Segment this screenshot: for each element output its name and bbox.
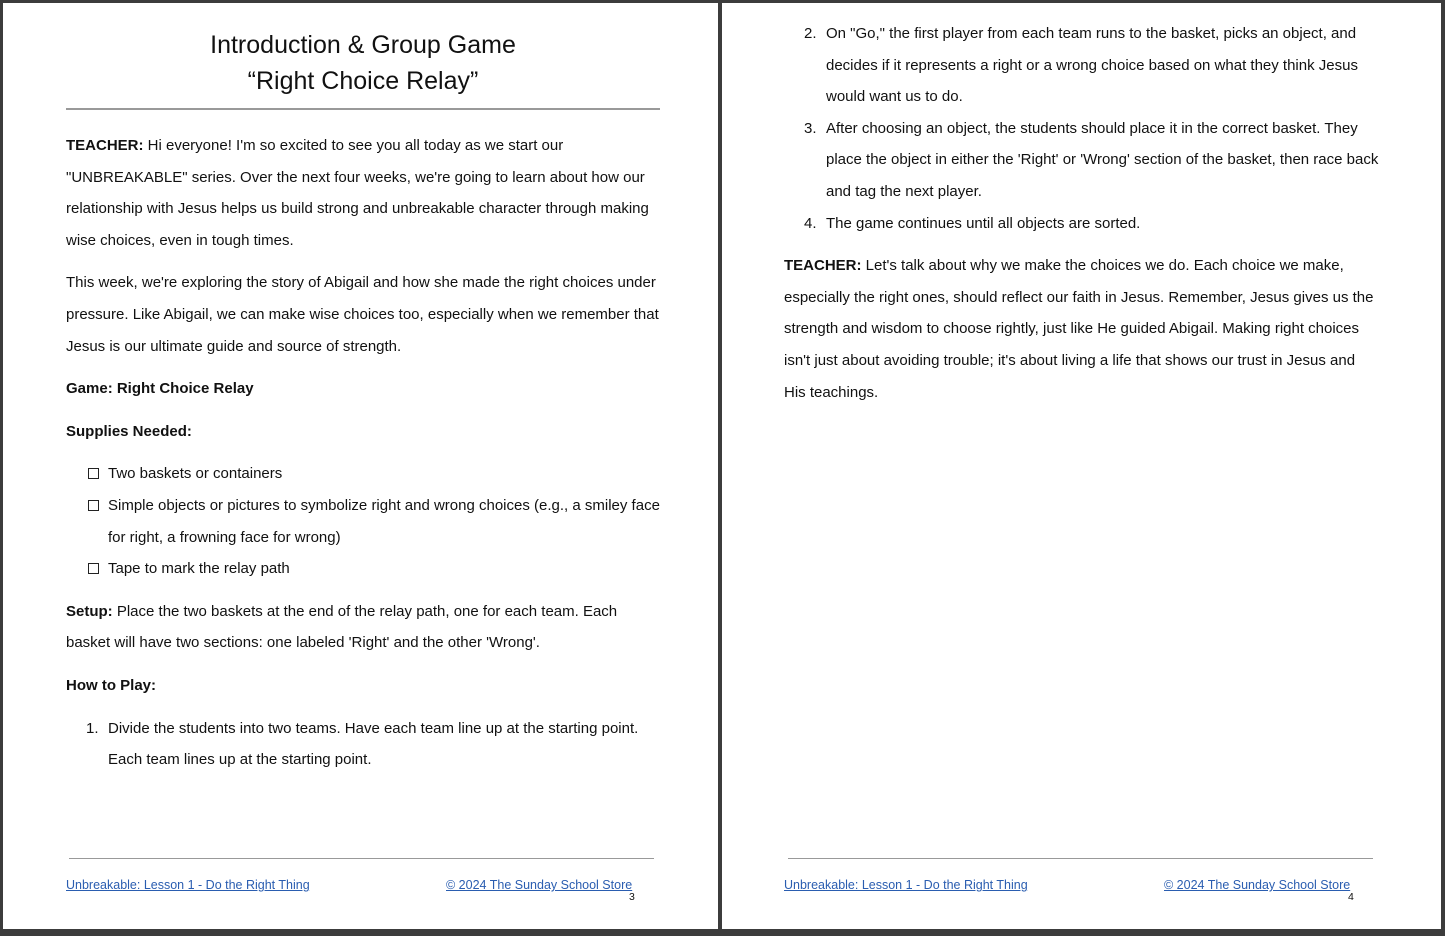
page-number: 3	[629, 891, 635, 903]
step-number: 3.	[804, 119, 817, 137]
title-divider	[66, 108, 660, 110]
footer-lesson-link[interactable]: Unbreakable: Lesson 1 - Do the Right Thing	[66, 878, 310, 892]
supplies-heading: Supplies Needed:	[66, 422, 192, 440]
teacher-discussion-text: Let's talk about why we make the choices we do. Each choice we make, especially the right ones, should reflect our faith in Jesus. Remember, Jesus gives us the strength and wisdom to choose rightly, just like He guided Abigail. Making right choices isn't just about avoiding trouble; it's about living a life that shows our trust in Jesus and His teachings.	[784, 257, 1374, 401]
checkbox-icon	[88, 563, 99, 574]
supply-item	[88, 490, 660, 553]
page-3-content	[66, 3, 660, 776]
step-number: 4.	[804, 214, 817, 232]
page-number: 4	[1348, 891, 1354, 903]
page-4-content	[784, 3, 1380, 408]
supply-item-text: Two baskets or containers	[108, 465, 283, 483]
teacher-discussion-paragraph	[784, 250, 1380, 408]
abigail-paragraph: This week, we're exploring the story of Abigail and how she made the right choices under pressure. Like Abigail, we can make wise choices too, especially when we remember that Jesus is our ultimate guide and source of strength.	[66, 274, 659, 355]
supply-item-text: Tape to mark the relay path	[108, 560, 290, 578]
checkbox-icon	[88, 468, 99, 479]
footer-lesson-link[interactable]: Unbreakable: Lesson 1 - Do the Right Thing	[784, 878, 1028, 892]
step-text: After choosing an object, the students should place it in the correct basket. They place the object in either the 'Right' or 'Wrong' section of the basket, then race back and tag the next player.	[826, 119, 1379, 200]
page-title	[66, 27, 660, 99]
supplies-checklist	[66, 458, 660, 584]
step-text: Divide the students into two teams. Have each team line up at the starting point. Each team lines up at the starting point.	[108, 719, 639, 769]
supply-item-text: Simple objects or pictures to symbolize right and wrong choices (e.g., a smiley face for right, a frowning face for wrong)	[108, 496, 660, 546]
step-number: 1.	[86, 719, 99, 737]
steps-list	[66, 713, 660, 776]
setup-label: Setup:	[66, 602, 113, 620]
teacher-label: TEACHER:	[784, 257, 862, 275]
step-text: The game continues until all objects are sorted.	[826, 214, 1141, 232]
step-item	[806, 113, 1380, 208]
setup-text: Place the two baskets at the end of the relay path, one for each team. Each basket will have two sections: one labeled 'Right' and the other 'Wrong'.	[66, 602, 618, 652]
checkbox-icon	[88, 500, 99, 511]
document-page-3	[3, 3, 718, 929]
how-to-play-heading: How to Play:	[66, 676, 157, 694]
step-item	[806, 18, 1380, 113]
title-line-2: “Right Choice Relay”	[247, 67, 479, 95]
footer-divider	[788, 858, 1373, 859]
document-page-4	[722, 3, 1441, 929]
steps-list-continued	[784, 18, 1380, 239]
teacher-intro-text: Hi everyone! I'm so excited to see you all today as we start our "UNBREAKABLE" series. Over the next four weeks, we're going to learn about how our relationship with Jesus helps us build strong and unbreakable character through making wise choices, even in tough times.	[66, 137, 649, 249]
step-item	[88, 713, 660, 776]
footer-store-link[interactable]: © 2024 The Sunday School Store	[446, 878, 633, 892]
footer-store-link[interactable]: © 2024 The Sunday School Store	[1164, 878, 1351, 892]
supply-item	[88, 458, 660, 490]
footer-divider	[69, 858, 654, 859]
teacher-label: TEACHER:	[66, 137, 144, 154]
game-heading: Game: Right Choice Relay	[66, 380, 254, 398]
teacher-intro-paragraph	[66, 130, 660, 256]
setup-paragraph	[66, 596, 660, 659]
step-text: On "Go," the first player from each team runs to the basket, picks an object, and decides if it represents a right or a wrong choice based on what they think Jesus would want us to do.	[826, 25, 1358, 106]
supply-item	[88, 553, 660, 585]
step-number: 2.	[804, 25, 817, 42]
step-item	[806, 208, 1380, 240]
title-line-1: Introduction & Group Game	[210, 31, 516, 59]
